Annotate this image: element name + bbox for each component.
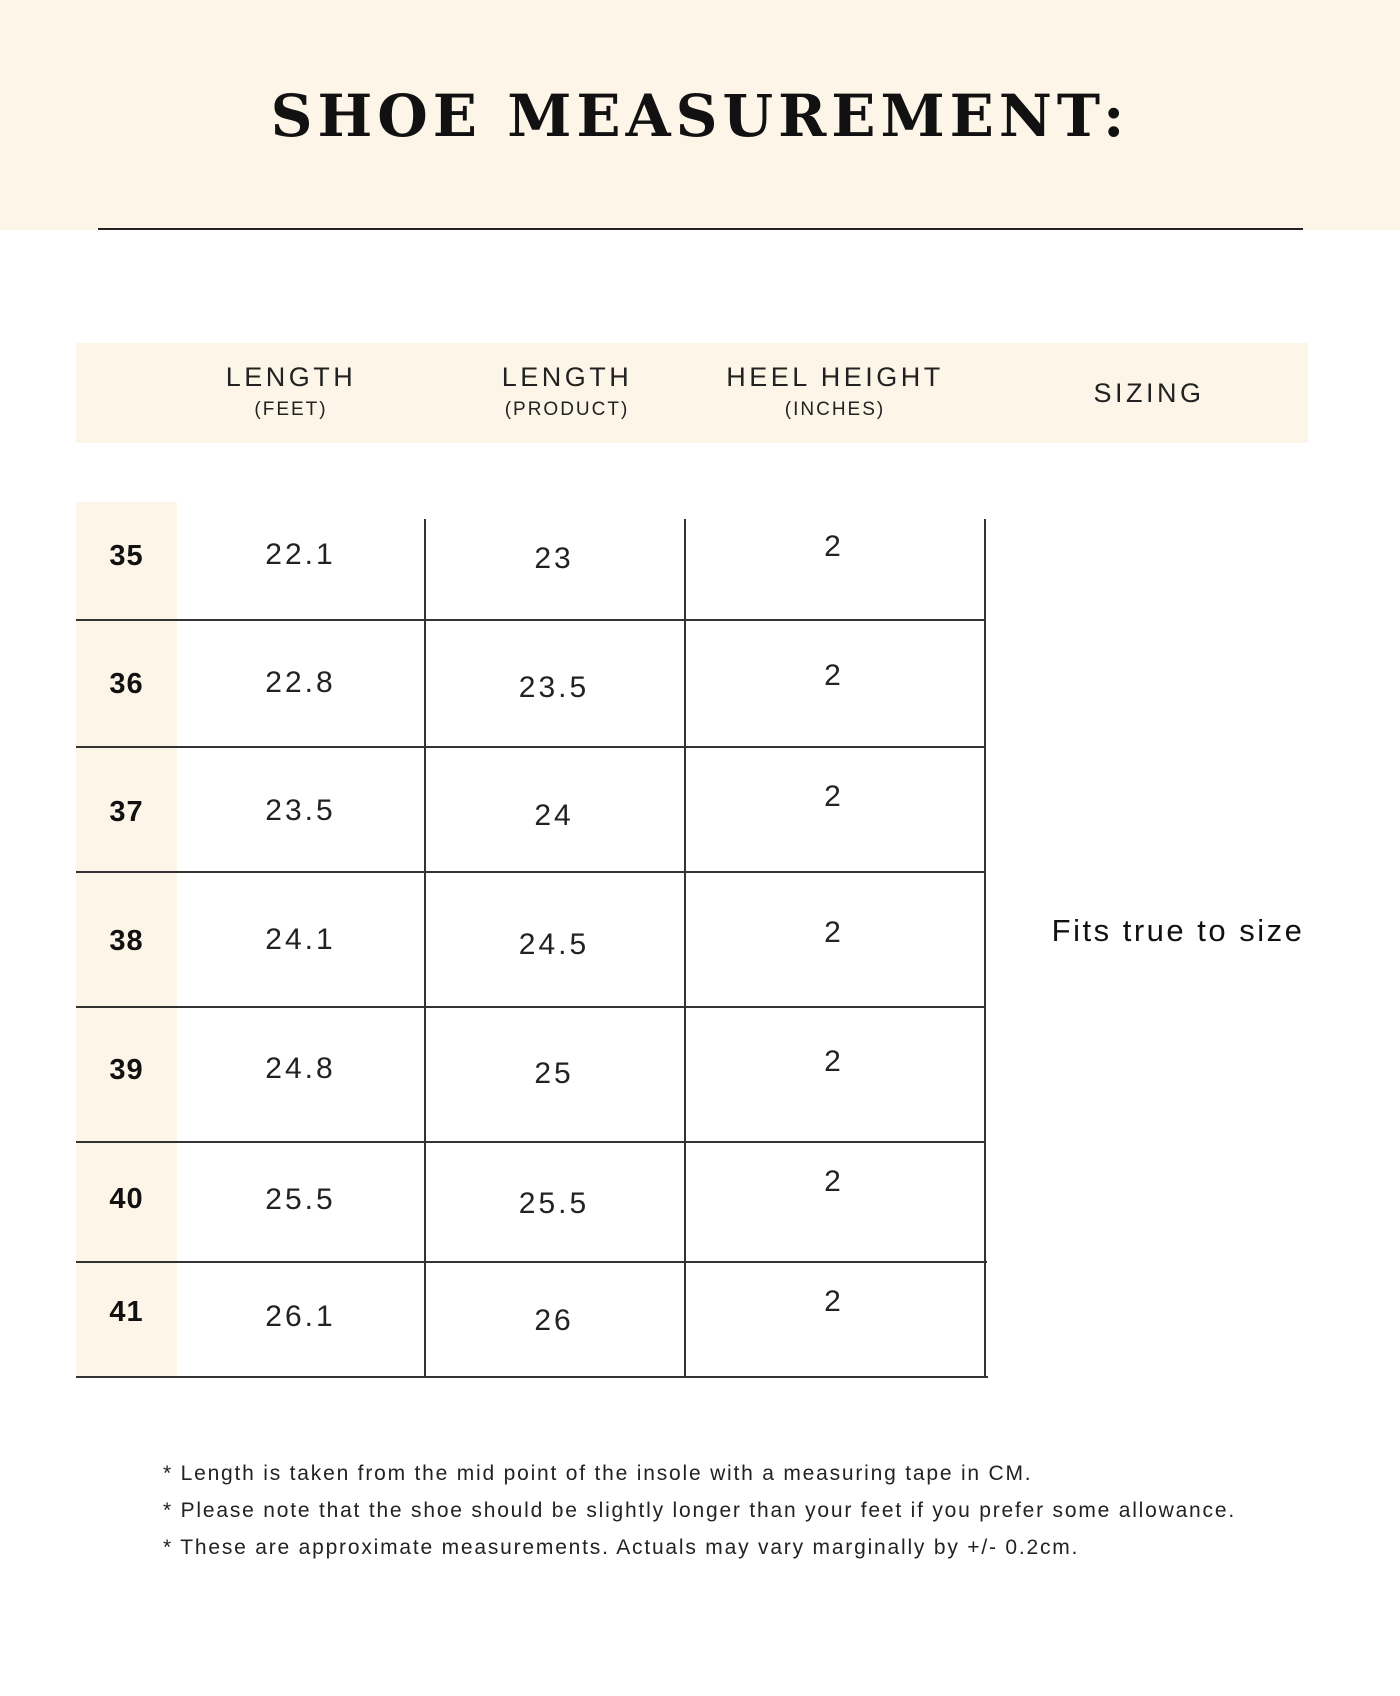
size-label: 41 xyxy=(109,1296,144,1328)
size-label: 35 xyxy=(109,540,144,572)
length-feet-cell: 25.5 xyxy=(265,1183,336,1216)
column-header-main: LENGTH xyxy=(501,362,633,392)
size-label: 37 xyxy=(109,796,144,828)
size-label: 40 xyxy=(109,1183,144,1215)
length-feet-cell: 26.1 xyxy=(265,1300,336,1333)
length-product-cell: 25.5 xyxy=(518,1187,590,1220)
row-divider xyxy=(76,619,984,621)
length-product-cell: 25 xyxy=(534,1057,574,1090)
length-product-cell: 26 xyxy=(534,1304,574,1337)
footnotes xyxy=(163,1462,1393,1573)
column-header-main: LENGTH xyxy=(225,362,357,392)
row-divider xyxy=(76,746,985,748)
row-divider xyxy=(76,1141,986,1143)
sizing-note: Fits true to size xyxy=(1051,913,1305,948)
length-feet-cell: 22.8 xyxy=(265,666,336,699)
heel-height-cell: 2 xyxy=(824,1045,844,1078)
column-header-sizing xyxy=(1019,378,1279,409)
length-product-cell: 24.5 xyxy=(518,928,590,961)
heel-height-cell: 2 xyxy=(824,659,844,692)
footnote: * Please note that the shoe should be slightly longer than your feet if you prefer some allowance. xyxy=(163,1499,1236,1522)
length-feet-cell: 23.5 xyxy=(265,794,336,827)
heel-height-cell: 2 xyxy=(824,780,844,813)
column-header-length-product xyxy=(437,362,697,421)
length-feet-cell: 24.1 xyxy=(265,923,336,956)
length-feet-cell: 22.1 xyxy=(265,538,336,571)
column-header-unit: (FEET) xyxy=(254,399,328,420)
row-divider xyxy=(76,871,985,873)
column-header-heel-height xyxy=(705,362,965,421)
row-divider xyxy=(76,1006,986,1008)
size-label: 36 xyxy=(109,668,144,700)
heel-height-cell: 2 xyxy=(824,1285,844,1318)
column-header-unit: (PRODUCT) xyxy=(504,399,630,420)
column-divider xyxy=(984,519,986,1377)
length-product-cell: 24 xyxy=(534,799,574,832)
heel-height-cell: 2 xyxy=(824,916,844,949)
column-header-length-feet xyxy=(161,362,421,421)
size-label: 39 xyxy=(109,1054,144,1086)
column-header-main: HEEL HEIGHT xyxy=(726,362,944,392)
title-divider xyxy=(98,228,1303,230)
page-title: SHOE MEASUREMENT: xyxy=(270,82,1130,150)
footnote: * Length is taken from the mid point of the insole with a measuring tape in CM. xyxy=(163,1462,1033,1485)
row-divider xyxy=(76,1261,987,1263)
length-product-cell: 23.5 xyxy=(518,671,590,704)
table-bottom-border xyxy=(76,1376,988,1378)
column-header-main: SIZING xyxy=(1093,378,1205,408)
column-header-unit: (INCHES) xyxy=(784,399,886,420)
footnote: * These are approximate measurements. Actuals may vary marginally by +/- 0.2cm. xyxy=(163,1536,1080,1559)
size-label: 38 xyxy=(109,925,144,957)
heel-height-cell: 2 xyxy=(824,530,844,563)
length-product-cell: 23 xyxy=(534,542,574,575)
heel-height-cell: 2 xyxy=(824,1165,844,1198)
length-feet-cell: 24.8 xyxy=(265,1052,336,1085)
